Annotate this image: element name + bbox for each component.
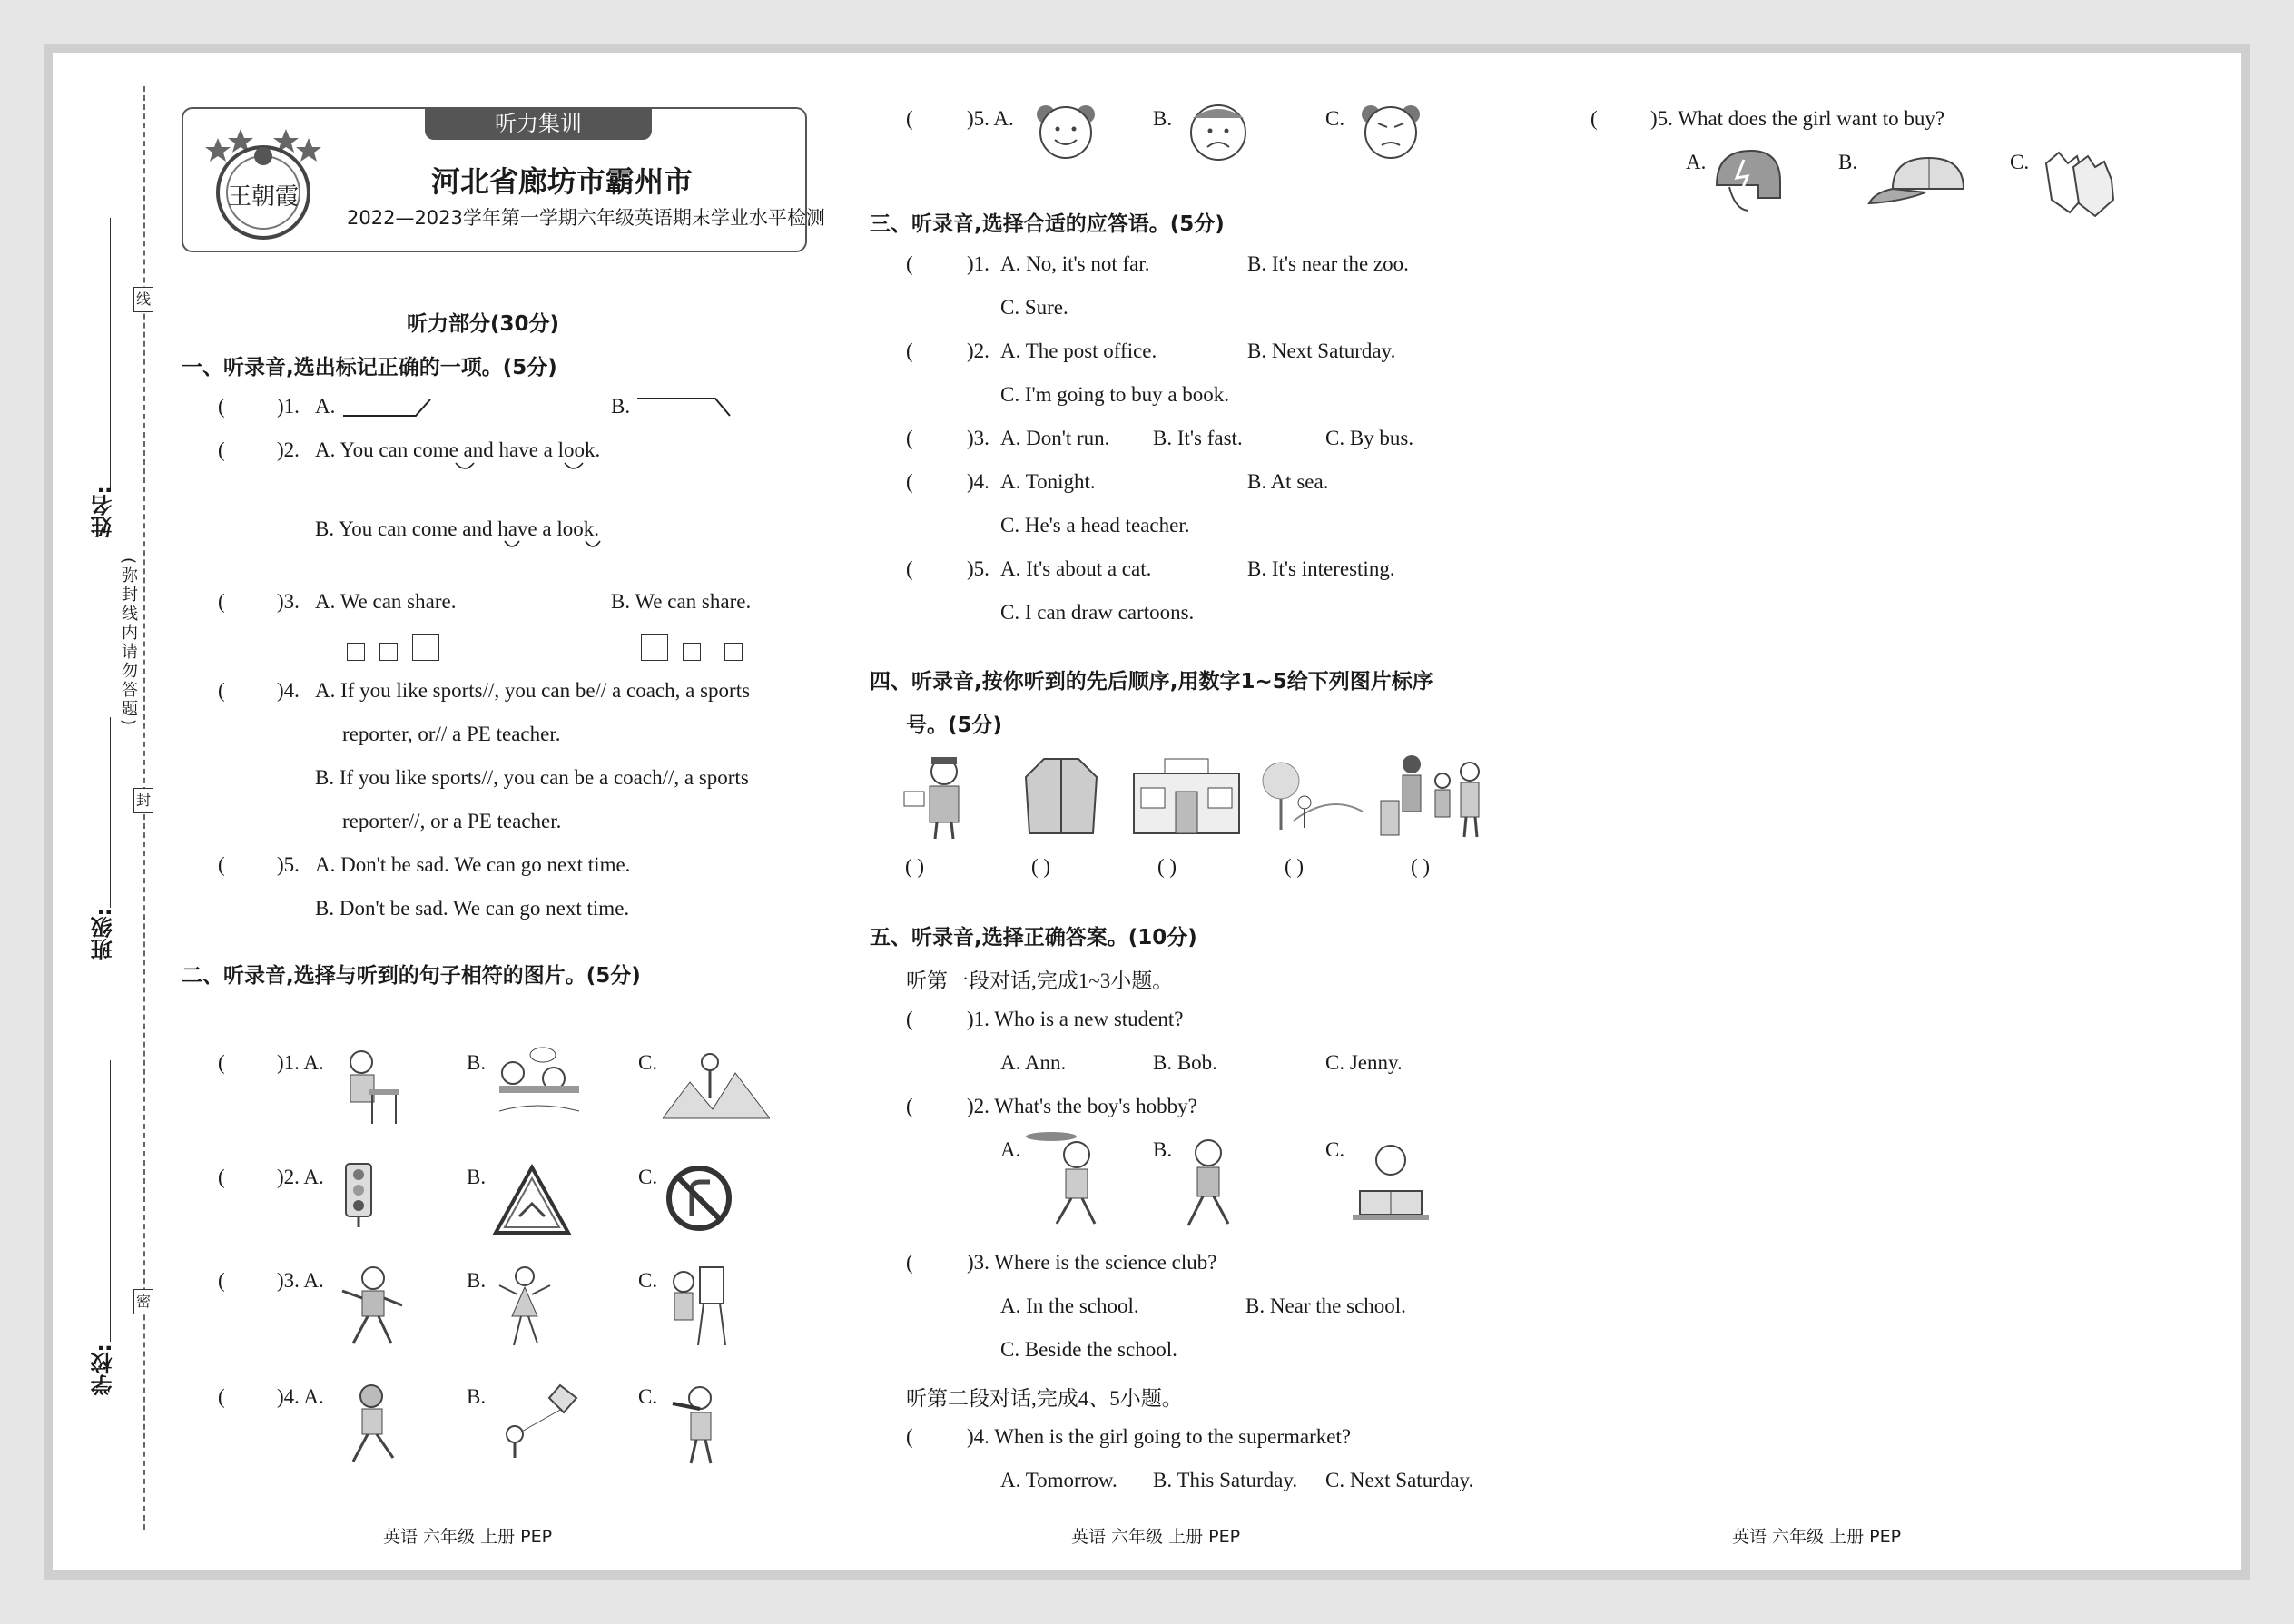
s2-q4-paren[interactable]: ( xyxy=(218,1385,225,1408)
hiking-scene-icon xyxy=(663,1046,770,1126)
footer-left: 英语 六年级 上册 PEP xyxy=(383,1527,553,1547)
s3-q5-paren[interactable]: ( xyxy=(906,557,913,580)
s1-q2-a[interactable]: A. You can come and have a look. xyxy=(315,438,601,461)
s5-q1-paren[interactable]: ( xyxy=(906,1008,913,1030)
s3-q1-c[interactable]: C. Sure. xyxy=(1000,296,1068,319)
s1-q5-face-paren[interactable]: ( xyxy=(906,107,913,130)
s3-q3-a[interactable]: A. Don't run. xyxy=(1000,427,1110,449)
s1-q4-num: )4. xyxy=(277,679,300,702)
s5-dialog-2: 听第二段对话,完成4、5小题。 xyxy=(906,1387,1183,1410)
s2-q4-c[interactable]: C. xyxy=(638,1385,658,1408)
boy-flying-kite-icon xyxy=(495,1382,578,1465)
s1-q4-a2: reporter, or// a PE teacher. xyxy=(342,723,561,745)
boy-running-icon xyxy=(1176,1135,1241,1229)
s5-q1-c[interactable]: C. Jenny. xyxy=(1325,1051,1403,1074)
s1-q1-b[interactable]: B. xyxy=(611,395,631,418)
traffic-light-icon xyxy=(340,1162,377,1227)
secret-mark: 密 xyxy=(133,1289,153,1314)
sad-face-icon xyxy=(1180,98,1256,163)
linking-marks-icon xyxy=(454,461,635,477)
s5-q3-c[interactable]: C. Beside the school. xyxy=(1000,1338,1177,1361)
line-mark: 线 xyxy=(133,287,153,312)
s3-q2-num: )2. xyxy=(967,340,989,362)
stress-boxes-a xyxy=(347,634,439,665)
face-q5-c[interactable]: C. xyxy=(1325,107,1345,130)
s2-q3-b[interactable]: B. xyxy=(467,1269,487,1292)
s1-q5-num: )5. xyxy=(277,853,300,876)
s3-q5-a[interactable]: A. It's about a cat. xyxy=(1000,557,1152,580)
s4-answer-1[interactable]: ( ) xyxy=(905,855,925,878)
s3-q2-paren[interactable]: ( xyxy=(906,340,913,362)
s3-q5-b[interactable]: B. It's interesting. xyxy=(1247,557,1395,580)
s4-answer-2[interactable]: ( ) xyxy=(1031,855,1051,878)
s4-answer-3[interactable]: ( ) xyxy=(1157,855,1177,878)
section-2-title: 二、听录音,选择与听到的句子相符的图片。(5分) xyxy=(182,964,641,988)
s2-q4-a[interactable]: )4. A. xyxy=(277,1385,324,1408)
gloves-icon xyxy=(2037,145,2119,220)
s1-q2-paren[interactable]: ( xyxy=(218,438,225,461)
name-blank[interactable] xyxy=(110,218,111,490)
s3-q4-paren[interactable]: ( xyxy=(906,470,913,493)
s1-q3-paren[interactable]: ( xyxy=(218,590,225,613)
s3-q5-c[interactable]: C. I can draw cartoons. xyxy=(1000,601,1195,624)
s1-q1-paren[interactable]: ( xyxy=(218,395,225,418)
header-tab: 听力集训 xyxy=(425,107,652,140)
s1-q3-num: )3. xyxy=(277,590,300,613)
s3-q3-paren[interactable]: ( xyxy=(906,427,913,449)
s5-q2-b[interactable]: B. xyxy=(1153,1138,1173,1161)
s2-q4-b[interactable]: B. xyxy=(467,1385,487,1408)
header-subtitle: 2022—2023学年第一学期六年级英语期末学业水平检测 xyxy=(347,207,825,229)
s2-q1-a[interactable]: )1. A. xyxy=(277,1051,324,1074)
s5-q3-paren[interactable]: ( xyxy=(906,1251,913,1274)
s5-q5-a[interactable]: A. xyxy=(1686,151,1707,173)
boy-playing-ping-pong-icon xyxy=(1024,1129,1110,1227)
s3-q2-b[interactable]: B. Next Saturday. xyxy=(1247,340,1396,362)
warning-sign-icon xyxy=(492,1164,572,1236)
section-1-title: 一、听录音,选出标记正确的一项。(5分) xyxy=(182,356,557,379)
face-q5-a[interactable]: )5. A. xyxy=(967,107,1014,130)
no-turn-sign-icon xyxy=(665,1164,733,1233)
angry-face-icon xyxy=(1353,98,1429,163)
class-label: 班级: xyxy=(91,908,116,960)
s5-q4-b[interactable]: B. This Saturday. xyxy=(1153,1469,1298,1491)
s1-q4-a1[interactable]: A. If you like sports//, you can be// a coach, a sports xyxy=(315,679,751,702)
s2-q3-c[interactable]: C. xyxy=(638,1269,658,1292)
header-title: 河北省廊坊市霸州市 xyxy=(431,164,694,199)
s3-q2-c[interactable]: C. I'm going to buy a book. xyxy=(1000,383,1230,406)
listening-title: 听力部分(30分) xyxy=(407,312,560,336)
s3-q3-b[interactable]: B. It's fast. xyxy=(1153,427,1243,449)
section-4-title-2: 号。(5分) xyxy=(906,714,1003,737)
s4-answer-4[interactable]: ( ) xyxy=(1285,855,1305,878)
footer-middle: 英语 六年级 上册 PEP xyxy=(1071,1527,1241,1547)
s1-q1-a[interactable]: A. xyxy=(315,395,336,418)
s3-q1-num: )1. xyxy=(967,252,989,275)
s1-q5-b[interactable]: B. Don't be sad. We can go next time. xyxy=(315,897,630,920)
s2-q3-a[interactable]: )3. A. xyxy=(277,1269,324,1292)
kids-talking-icon xyxy=(490,1046,586,1117)
s3-q3-c[interactable]: C. By bus. xyxy=(1325,427,1414,449)
girl-painting-icon xyxy=(665,1264,729,1347)
s3-q1-b[interactable]: B. It's near the zoo. xyxy=(1247,252,1409,275)
s5-q2-text: )2. What's the boy's hobby? xyxy=(967,1095,1197,1117)
cap-icon xyxy=(1866,153,1973,212)
school-blank[interactable] xyxy=(110,1060,111,1342)
s5-q5-text: )5. What does the girl want to buy? xyxy=(1650,107,1945,130)
section-5-title: 五、听录音,选择正确答案。(10分) xyxy=(870,926,1197,950)
school-label: 学校: xyxy=(91,1343,116,1396)
s5-q2-a[interactable]: A. xyxy=(1000,1138,1021,1161)
class-blank[interactable] xyxy=(110,717,111,908)
s3-q1-paren[interactable]: ( xyxy=(906,252,913,275)
s5-q2-paren[interactable]: ( xyxy=(906,1095,913,1117)
s3-q4-a[interactable]: A. Tonight. xyxy=(1000,470,1096,493)
seal-mark: 封 xyxy=(133,788,153,813)
s2-q2-c[interactable]: C. xyxy=(638,1166,658,1188)
helmet-icon xyxy=(1711,145,1784,218)
s3-q4-c[interactable]: C. He's a head teacher. xyxy=(1000,514,1190,536)
falling-tone-icon xyxy=(635,396,733,418)
s5-q4-c[interactable]: C. Next Saturday. xyxy=(1325,1469,1474,1491)
s1-q2-num: )2. xyxy=(277,438,300,461)
s3-q2-a[interactable]: A. The post office. xyxy=(1000,340,1157,362)
family-travel-icon xyxy=(1375,750,1489,841)
s2-q2-b[interactable]: B. xyxy=(467,1166,487,1188)
s3-q3-num: )3. xyxy=(967,427,989,449)
s3-q4-num: )4. xyxy=(967,470,989,493)
face-q5-b[interactable]: B. xyxy=(1153,107,1173,130)
s5-q5-paren[interactable]: ( xyxy=(1590,107,1598,130)
s5-q2-c[interactable]: C. xyxy=(1325,1138,1345,1161)
s2-q1-b[interactable]: B. xyxy=(467,1051,487,1074)
linking-marks-icon xyxy=(499,539,626,556)
postman-icon xyxy=(899,752,985,841)
s5-q3-a[interactable]: A. In the school. xyxy=(1000,1294,1139,1317)
s5-q1-text: )1. Who is a new student? xyxy=(967,1008,1184,1030)
s5-q4-a[interactable]: A. Tomorrow. xyxy=(1000,1469,1117,1491)
boy-reading-icon xyxy=(1351,1137,1431,1227)
s4-answer-5[interactable]: ( ) xyxy=(1411,855,1431,878)
bookstore-icon xyxy=(1128,755,1245,837)
section-4-title: 四、听录音,按你听到的先后顺序,用数字1~5给下列图片标序 xyxy=(870,670,1433,694)
binding-note: (弥封线内请勿答题) xyxy=(119,557,138,729)
girl-running-icon xyxy=(340,1382,404,1465)
s1-q3-b[interactable]: B. We can share. xyxy=(611,590,752,613)
s5-q3-text: )3. Where is the science club? xyxy=(967,1251,1217,1274)
smiling-face-icon xyxy=(1028,98,1104,163)
girl-doing-kungfu-icon xyxy=(340,1264,406,1347)
stress-boxes-b xyxy=(641,634,743,665)
s2-q1-c[interactable]: C. xyxy=(638,1051,658,1074)
jacket-icon xyxy=(1024,755,1098,837)
s1-q5-paren[interactable]: ( xyxy=(218,853,225,876)
rising-tone-icon xyxy=(341,396,432,418)
s5-dialog-1: 听第一段对话,完成1~3小题。 xyxy=(906,969,1174,992)
s1-q4-paren[interactable]: ( xyxy=(218,679,225,702)
s5-q3-b[interactable]: B. Near the school. xyxy=(1245,1294,1406,1317)
boy-at-desk-icon xyxy=(336,1046,404,1126)
s5-q5-c[interactable]: C. xyxy=(2010,151,2030,173)
svg-text:王朝霞: 王朝霞 xyxy=(227,183,300,211)
section-3-title: 三、听录音,选择合适的应答语。(5分) xyxy=(870,212,1225,236)
park-scene-icon xyxy=(1257,757,1364,837)
s5-q4-paren[interactable]: ( xyxy=(906,1425,913,1448)
s1-q4-b2: reporter//, or a PE teacher. xyxy=(342,810,562,832)
s2-q2-paren[interactable]: ( xyxy=(218,1166,225,1188)
s1-q5-a[interactable]: A. Don't be sad. We can go next time. xyxy=(315,853,631,876)
logo-seal-icon xyxy=(200,118,327,245)
s5-q1-a[interactable]: A. Ann. xyxy=(1000,1051,1067,1074)
s2-q2-a[interactable]: )2. A. xyxy=(277,1166,324,1188)
s3-q4-b[interactable]: B. At sea. xyxy=(1247,470,1329,493)
name-label: 姓名: xyxy=(91,486,116,538)
girl-dancing-icon xyxy=(497,1264,552,1347)
s3-q5-num: )5. xyxy=(967,557,989,580)
s2-q1-paren[interactable]: ( xyxy=(218,1051,225,1074)
s1-q3-a[interactable]: A. We can share. xyxy=(315,590,457,613)
s1-q2-b[interactable]: B. You can come and have a look. xyxy=(315,517,599,540)
s2-q3-paren[interactable]: ( xyxy=(218,1269,225,1292)
s5-q4-text: )4. When is the girl going to the supermarket? xyxy=(967,1425,1352,1448)
footer-right: 英语 六年级 上册 PEP xyxy=(1732,1527,1902,1547)
girl-playing-flute-icon xyxy=(667,1382,727,1465)
s1-q4-b1[interactable]: B. If you like sports//, you can be a coach//, a sports xyxy=(315,766,749,789)
s1-q1-num: )1. xyxy=(277,395,300,418)
s5-q1-b[interactable]: B. Bob. xyxy=(1153,1051,1217,1074)
s3-q1-a[interactable]: A. No, it's not far. xyxy=(1000,252,1150,275)
s5-q5-b[interactable]: B. xyxy=(1838,151,1858,173)
